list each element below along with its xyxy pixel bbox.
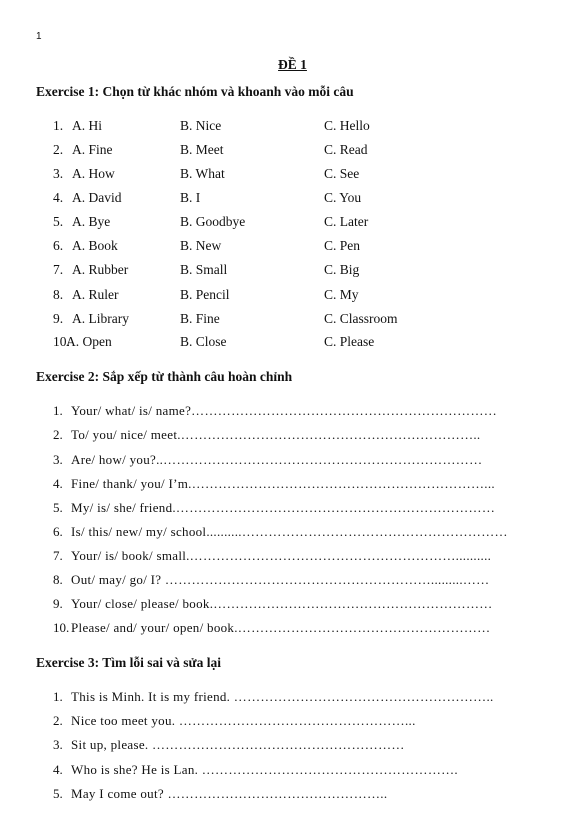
item-number: 1. <box>53 403 63 418</box>
item-number: 2. <box>53 142 64 157</box>
option-a: A. Open <box>66 334 112 349</box>
exercise-2-item <box>53 596 493 612</box>
item-number: 7. <box>53 262 64 277</box>
item-number: 9. <box>53 311 64 326</box>
item-number: 8. <box>53 287 64 302</box>
option-a: A. Fine <box>72 142 113 157</box>
exercise-3-item <box>53 762 458 778</box>
exercise-1-row <box>0 118 585 136</box>
item-number: 1. <box>53 118 64 133</box>
exercise-2-item <box>53 476 495 492</box>
option-a: A. Library <box>72 311 129 326</box>
item-text: Out/ may/ go/ I? …………………………………………………….........…… <box>71 572 490 587</box>
option-c: C. Pen <box>324 238 361 253</box>
option-a: A. David <box>72 190 122 205</box>
item-number: 4. <box>53 190 64 205</box>
item-number: 5. <box>53 214 64 229</box>
exercise-1-row <box>0 262 585 280</box>
item-text: Your/ close/ please/ book.……………………………………………………… <box>71 596 493 611</box>
item-number: 3. <box>53 166 64 181</box>
exercise-3-item <box>53 737 405 753</box>
option-c: C. Read <box>324 142 368 157</box>
item-text: Are/ how/ you?..……………………………………………………………… <box>71 452 483 467</box>
option-a: A. Rubber <box>72 262 129 277</box>
exercise-2-item <box>53 427 480 443</box>
option-c: C. My <box>324 287 359 302</box>
item-number: 10. <box>53 620 70 635</box>
item-number: 6. <box>53 524 63 539</box>
item-text: Please/ and/ your/ open/ book.………………………………………………… <box>71 620 491 635</box>
exercise-1-heading: Exercise 1: Chọn từ khác nhóm và khoanh vào mỗi câu <box>36 84 354 99</box>
option-c: C. Big <box>324 262 360 277</box>
exercise-2-item <box>53 500 495 516</box>
item-text: Is/ this/ new/ my/ school..........…………………………………………………… <box>71 524 508 539</box>
item-number: 4. <box>53 476 63 491</box>
option-a: A. How <box>72 166 115 181</box>
item-number: 2. <box>53 713 63 728</box>
exercise-1-row <box>0 190 585 208</box>
item-text: Who is she? He is Lan. …………………………………………………. <box>71 762 458 777</box>
exercise-1-row <box>0 214 585 232</box>
item-text: Fine/ thank/ you/ I’m.…………………………………………………………... <box>71 476 495 491</box>
option-b: B. Goodbye <box>180 214 246 229</box>
option-a: A. Hi <box>72 118 102 133</box>
option-c: C. Please <box>324 334 375 349</box>
option-b: B. Meet <box>180 142 224 157</box>
option-a: A. Book <box>72 238 118 253</box>
option-c: C. See <box>324 166 360 181</box>
item-text: Your/ what/ is/ name?…………………………………………………………… <box>71 403 498 418</box>
exercise-2-item <box>53 403 497 419</box>
exercise-1-row <box>0 166 585 184</box>
option-c: C. Later <box>324 214 369 229</box>
option-b: B. Pencil <box>180 287 230 302</box>
item-number: 3. <box>53 452 63 467</box>
exercise-2-item <box>53 452 482 468</box>
item-number: 5. <box>53 500 63 515</box>
exercise-1-row <box>0 334 585 352</box>
option-b: B. Small <box>180 262 228 277</box>
item-number: 1. <box>53 689 63 704</box>
exercise-2-item <box>53 524 508 540</box>
item-number: 3. <box>53 737 63 752</box>
item-text: Your/ is/ book/ small.…………………………………………………….......... <box>71 548 492 563</box>
option-b: B. Fine <box>180 311 220 326</box>
item-text: Sit up, please. ………………………………………………… <box>71 737 405 752</box>
item-text: Nice too meet you. ……………………………………………... <box>71 713 416 728</box>
exercise-3-item <box>53 713 416 729</box>
exercise-2-heading: Exercise 2: Sắp xếp từ thành câu hoàn chỉnh <box>36 369 293 384</box>
option-c: C. You <box>324 190 362 205</box>
option-b: B. What <box>180 166 225 181</box>
item-number: 2. <box>53 427 63 442</box>
exercise-1-row <box>0 238 585 256</box>
item-number: 8. <box>53 572 63 587</box>
item-text: To/ you/ nice/ meet.………………………………………………………….. <box>71 427 481 442</box>
exercise-1-row <box>0 311 585 329</box>
option-b: B. I <box>180 190 201 205</box>
option-a: A. Bye <box>72 214 111 229</box>
exercise-3-heading: Exercise 3: Tìm lỗi sai và sửa lại <box>36 655 221 670</box>
exercise-2-item <box>53 620 490 636</box>
item-number: 5. <box>53 786 63 801</box>
option-c: C. Hello <box>324 118 370 133</box>
option-b: B. New <box>180 238 222 253</box>
option-b: B. Close <box>180 334 227 349</box>
exercise-2-item <box>53 548 491 564</box>
page-number: 1 <box>36 31 42 42</box>
item-number: 10. <box>53 334 70 349</box>
option-b: B. Nice <box>180 118 222 133</box>
item-text: May I come out? ………………………………………….. <box>71 786 388 801</box>
exercise-1-row <box>0 287 585 305</box>
item-number: 7. <box>53 548 63 563</box>
item-number: 4. <box>53 762 63 777</box>
exercise-3-item <box>53 689 494 705</box>
exercise-2-item <box>53 572 489 588</box>
item-text: This is Minh. It is my friend. ………………………………………………….. <box>71 689 494 704</box>
page-title: ĐỀ 1 <box>278 57 307 72</box>
option-a: A. Ruler <box>72 287 119 302</box>
option-c: C. Classroom <box>324 311 398 326</box>
item-number: 9. <box>53 596 63 611</box>
item-text: My/ is/ she/ friend.……………………………………………………………… <box>71 500 496 515</box>
item-number: 6. <box>53 238 64 253</box>
exercise-1-row <box>0 142 585 160</box>
exercise-3-item <box>53 786 387 802</box>
